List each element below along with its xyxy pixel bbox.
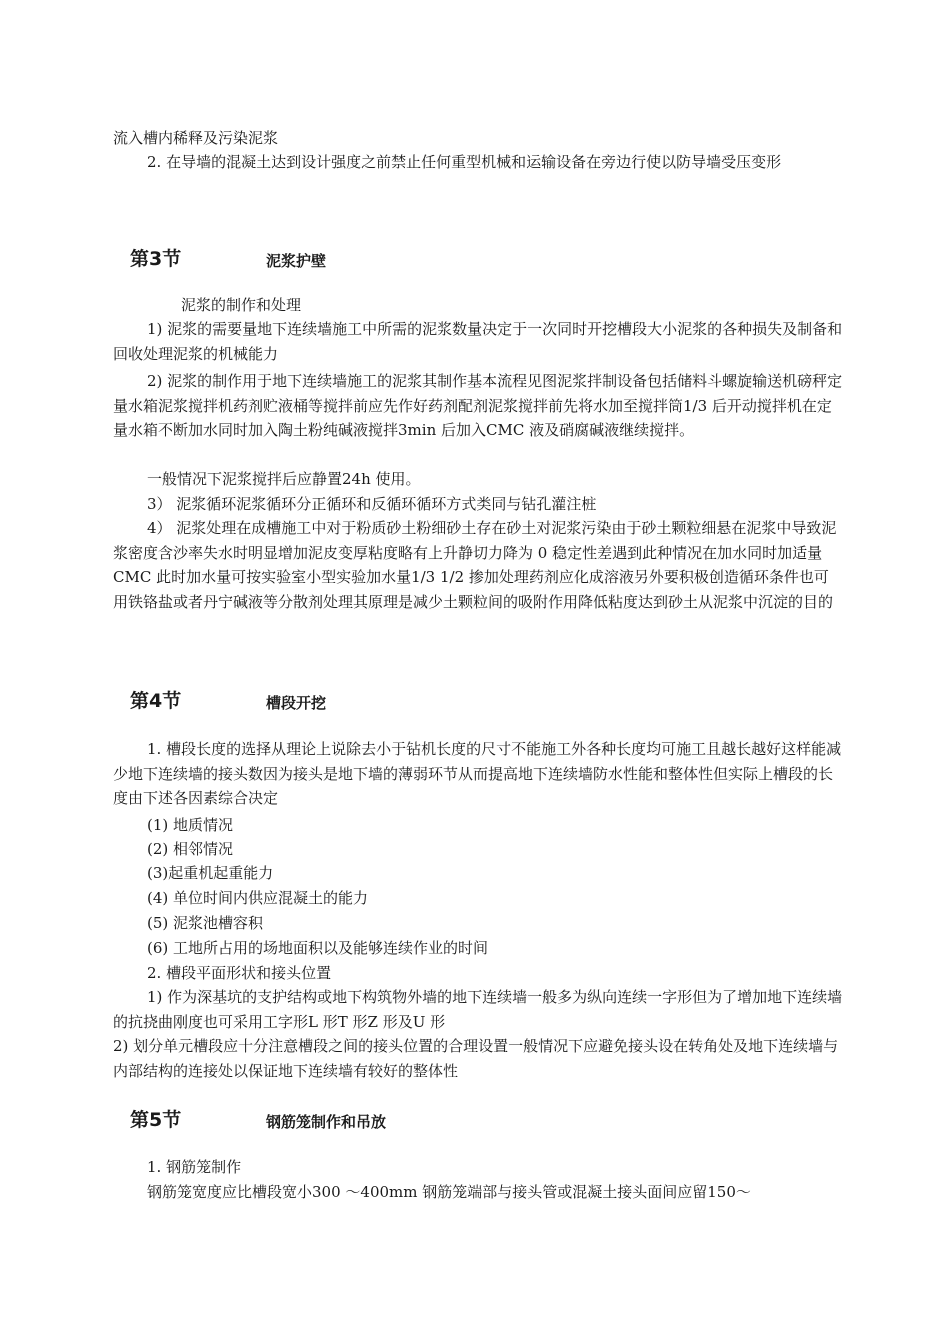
list-item: (1) 地质情况 — [147, 816, 234, 834]
section-4-paragraph-2: 2. 槽段平面形状和接头位置 — [147, 964, 332, 982]
section-3-subtitle: 泥浆的制作和处理 — [181, 296, 302, 314]
section-3-paragraph-5: 4） 泥浆处理在成槽施工中对于粉质砂土粉细砂土存在砂土对泥浆污染由于砂土颗粒细悬在泥浆中导致泥浆密度含沙率失水时明显增加泥皮变厚粘度略有上升静切力降为 0 稳定性差遇到此种情况在加水同时加适量CMC 此时加水量可按实验室小型实验加水量1/3 1/2 掺加处理药剂应化成溶液另外要积极创造循环条件也可用铁铬盐或者丹宁碱液等分散剂处理其原理是减少土颗粒间的吸附作用降低粘度达到砂土从泥浆中沉淀的目的 — [113, 519, 837, 611]
section-3-paragraph-3: 一般情况下泥浆搅拌后应静置24h 使用。 — [147, 470, 421, 488]
section-4-title: 槽段开挖 — [266, 694, 327, 712]
intro-line: 流入槽内稀释及污染泥浆 — [113, 129, 279, 147]
section-3-number: 第3节 — [130, 248, 182, 270]
section-4-paragraph-3: 1) 作为深基坑的支护结构或地下构筑物外墙的地下连续墙一般多为纵向连续一字形但为了增加地下连续墙的抗挠曲刚度也可采用工字形L 形T 形Z 形及U 形 — [113, 988, 843, 1031]
section-3-paragraph-2: 2) 泥浆的制作用于地下连续墙施工的泥浆其制作基本流程见图泥浆拌制设备包括储料斗螺旋输送机磅秤定量水箱泥浆搅拌机药剂贮液桶等搅拌前应先作好药剂配剂泥浆搅拌前先将水加至搅拌筒1/3 后开动搅拌机在定量水箱不断加水同时加入陶土粉纯碱液搅拌3min 后加入CMC 液及硝腐碱液继续搅拌。 — [113, 372, 843, 439]
section-3-paragraph-4: 3） 泥浆循环泥浆循环分正循环和反循环循环方式类同与钻孔灌注桩 — [147, 495, 597, 513]
section-5-title: 钢筋笼制作和吊放 — [266, 1113, 387, 1131]
section-4-paragraph-1: 1. 槽段长度的选择从理论上说除去小于钻机长度的尺寸不能施工外各种长度均可施工且越长越好这样能减少地下连续墙的接头数因为接头是地下墙的薄弱环节从而提高地下连续墙防水性能和整体性但实际上槽段的长度由下述各因素综合决定 — [113, 740, 842, 807]
section-4-number: 第4节 — [130, 690, 182, 712]
section-3-paragraph-1: 1) 泥浆的需要量地下连续墙施工中所需的泥浆数量决定于一次同时开挖槽段大小泥浆的各种损失及制备和回收处理泥浆的机械能力 — [113, 320, 843, 363]
section-5-paragraph-2: 钢筋笼宽度应比槽段宽小300 ～400mm 钢筋笼端部与接头管或混凝土接头面间应留150～ — [147, 1183, 751, 1201]
list-item: (5) 泥浆池槽容积 — [147, 914, 264, 932]
list-item: (6) 工地所占用的场地面积以及能够连续作业的时间 — [147, 939, 489, 957]
section-5-number: 第5节 — [130, 1109, 182, 1131]
list-item: (4) 单位时间内供应混凝土的能力 — [147, 889, 369, 907]
list-item: (2) 相邻情况 — [147, 840, 234, 858]
section-4-paragraph-4: 2) 划分单元槽段应十分注意槽段之间的接头位置的合理设置一般情况下应避免接头设在转角处及地下连续墙与内部结构的连接处以保证地下连续墙有较好的整体性 — [113, 1037, 839, 1080]
list-item: (3)起重机起重能力 — [147, 864, 274, 882]
section-3-title: 泥浆护壁 — [266, 252, 327, 270]
section-5-paragraph-1: 1. 钢筋笼制作 — [147, 1158, 242, 1176]
intro-paragraph: 2. 在导墙的混凝土达到设计强度之前禁止任何重型机械和运输设备在旁边行使以防导墙受压变形 — [147, 153, 782, 171]
